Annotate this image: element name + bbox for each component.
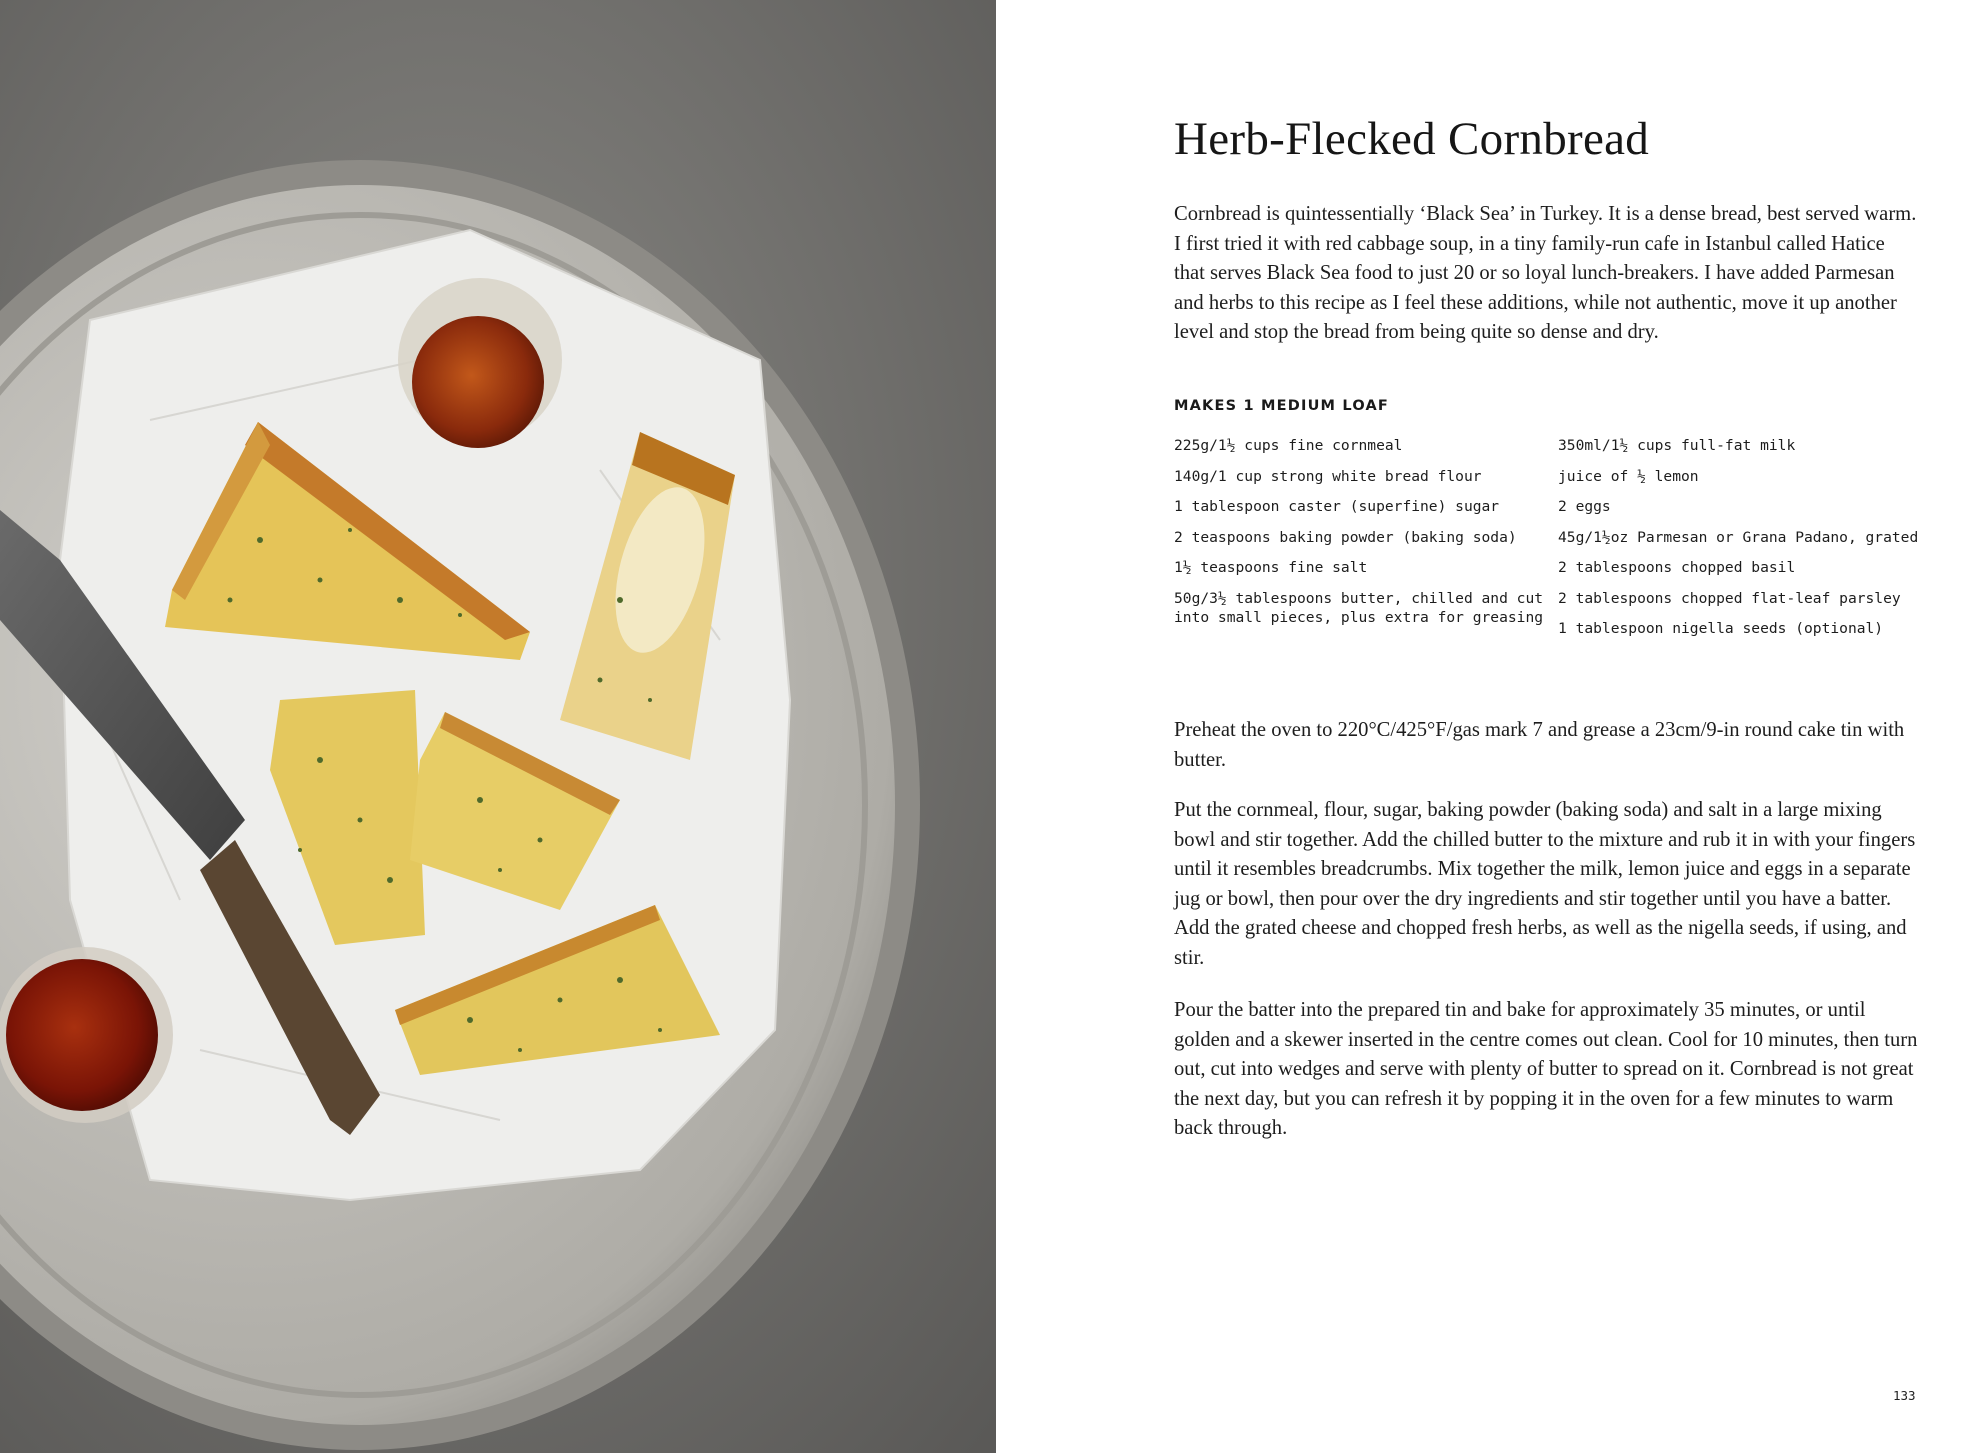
ingredient-item: 2 eggs — [1558, 498, 1611, 515]
ingredient-item: 2 teaspoons baking powder (baking soda) — [1174, 528, 1517, 546]
recipe-page — [996, 0, 1973, 1453]
method-step-3: Pour the batter into the prepared tin and bake for approximately 35 minutes, or until golden and a skewer inserted in the centre comes out clean. Cool for 10 minutes, then turn out, cut into wedges and serve with plenty of butter to spread on it. Cornbread is not great the next day, but you can refresh it by popping it in the oven for a few minutes to warm back through. — [1174, 999, 1918, 1139]
recipe-yield: MAKES 1 MEDIUM LOAF — [1174, 398, 1390, 414]
ingredient-item: 2 tablespoons chopped flat-leaf parsley — [1558, 589, 1901, 607]
method-step-2: Put the cornmeal, flour, sugar, baking powder (baking soda) and salt in a large mixing bowl and stir together. Add the chilled butter to the mixture and rub it in with your fingers until it resembles breadcrumbs. Mix together the milk, lemon juice and eggs in a separate jug or bowl, then pour over the dry ingredients and stir together until you have a batter. Add the grated cheese and chopped fresh herbs, as well as the nigella seeds, if using, and stir. — [1174, 799, 1916, 969]
ingredient-item: juice of ½ lemon — [1558, 467, 1699, 485]
method-step-1: Preheat the oven to 220°C/425°F/gas mark 7 and grease a 23cm/9-in round cake tin with butter. — [1174, 719, 1905, 771]
ingredient-item: 1½ teaspoons fine salt — [1174, 559, 1368, 576]
ingredient-item: 50g/3½ tablespoons butter, chilled and cut into small pieces, plus extra for greasing — [1174, 589, 1544, 626]
tea-2 — [6, 959, 158, 1111]
ingredients-right-column — [1558, 436, 1938, 650]
ingredients-left-column — [1174, 436, 1544, 638]
tea — [412, 316, 544, 448]
ingredient-item: 1 tablespoon caster (superfine) sugar — [1174, 498, 1500, 515]
recipe-title: Herb-Flecked Cornbread — [1174, 113, 1650, 165]
ingredient-item: 1 tablespoon nigella seeds (optional) — [1558, 620, 1884, 637]
ingredient-item: 45g/1½oz Parmesan or Grana Padano, grated — [1558, 528, 1919, 546]
ingredient-item: 225g/1½ cups fine cornmeal — [1174, 437, 1403, 454]
ingredient-item: 350ml/1½ cups full-fat milk — [1558, 437, 1796, 454]
page-number: 133 — [1893, 1388, 1916, 1403]
ingredient-item: 140g/1 cup strong white bread flour — [1174, 467, 1482, 485]
ingredient-item: 2 tablespoons chopped basil — [1558, 559, 1796, 576]
recipe-intro: Cornbread is quintessentially ‘Black Sea’ in Turkey. It is a dense bread, best served warm. I first tried it with red cabbage soup, in a tiny family-run cafe in Istanbul called Hatice that serves Black Sea food to just 20 or so loyal lunch-breakers. I have added Parmesan and herbs to this recipe as I feel these additions, while not authentic, move it up another level and stop the bread from being quite so dense and dry. — [1174, 203, 1917, 343]
